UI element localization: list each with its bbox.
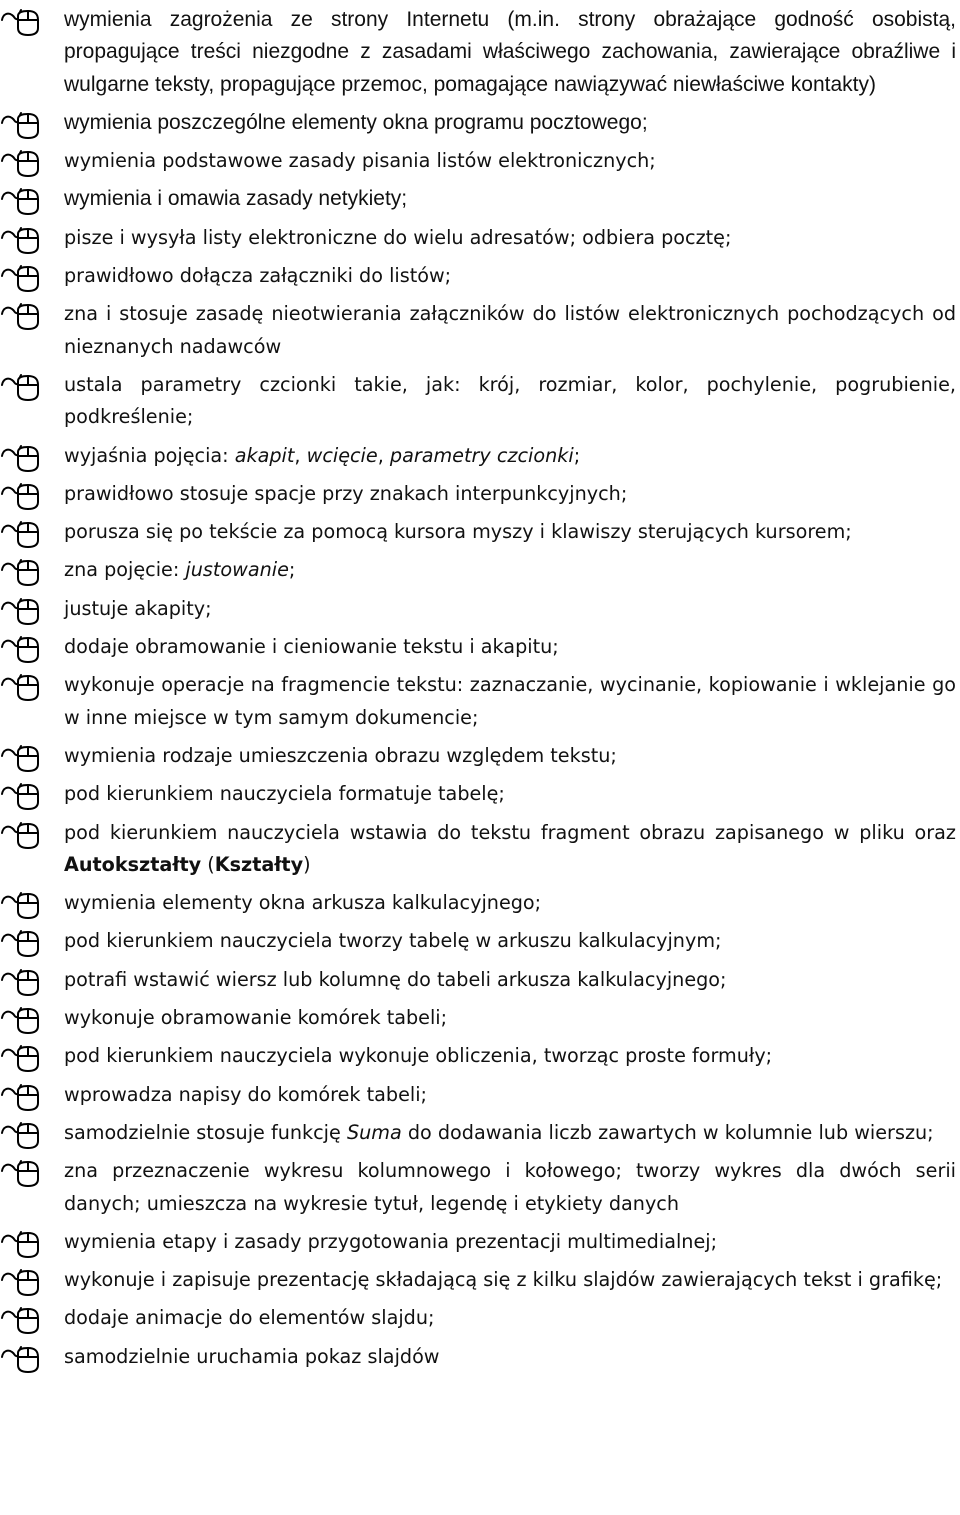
text-segment: wyjaśnia pojęcia:	[64, 443, 235, 467]
list-item-text	[64, 149, 656, 172]
list-item	[0, 1117, 960, 1149]
list-item	[0, 1226, 960, 1258]
list-item	[0, 298, 960, 363]
list-item-text	[64, 1159, 956, 1214]
list-item-text	[64, 929, 721, 952]
list-item-text	[64, 482, 627, 505]
list-item-text	[64, 891, 541, 914]
text-segment: pod kierunkiem nauczyciela wstawia do tekstu fragment obrazu zapisanego w pliku oraz	[64, 820, 956, 844]
list-item-text	[64, 1006, 447, 1029]
text-segment: wykonuje operacje na fragmencie tekstu: zaznaczanie, wycinanie, kopiowanie i wklejanie go w inne miejsce w tym samym dokumencie;	[64, 673, 956, 729]
text-segment: pod kierunkiem nauczyciela wykonuje obliczenia, tworząc proste formuły;	[64, 1044, 773, 1068]
computer-mouse-icon	[0, 371, 40, 401]
computer-mouse-icon	[0, 1266, 40, 1296]
computer-mouse-icon	[0, 185, 40, 215]
text-segment: pod kierunkiem nauczyciela formatuje tabelę;	[64, 782, 505, 806]
list-item-text	[64, 597, 212, 620]
computer-mouse-icon	[0, 518, 40, 548]
text-segment: )	[303, 852, 311, 876]
text-segment: wykonuje i zapisuje prezentację składającą się z kilku slajdów zawierających tekst i grafikę;	[64, 1268, 943, 1292]
text-segment: justuje akapity;	[64, 596, 212, 620]
computer-mouse-icon	[0, 1004, 40, 1034]
list-item-text	[64, 1345, 440, 1368]
bold-term: Kształty	[214, 852, 304, 876]
computer-mouse-icon	[0, 300, 40, 330]
italic-term: wcięcie	[306, 443, 378, 467]
text-segment: wymienia rodzaje umieszczenia obrazu względem tekstu;	[64, 743, 617, 767]
list-item	[0, 440, 960, 472]
list-item-text	[64, 520, 852, 543]
computer-mouse-icon	[0, 633, 40, 663]
computer-mouse-icon	[0, 889, 40, 919]
text-segment: samodzielnie uruchamia pokaz slajdów	[64, 1344, 440, 1368]
list-item-text	[64, 1083, 427, 1106]
text-segment: ;	[288, 558, 296, 582]
text-segment: prawidłowo dołącza załączniki do listów;	[64, 264, 452, 288]
computer-mouse-icon	[0, 742, 40, 772]
computer-mouse-icon	[0, 966, 40, 996]
text-segment: wprowadza napisy do komórek tabeli;	[64, 1082, 428, 1106]
list-item	[0, 817, 960, 882]
computer-mouse-icon	[0, 927, 40, 957]
italic-term: akapit	[234, 443, 295, 467]
list-item	[0, 554, 960, 586]
text-segment: ;	[573, 443, 581, 467]
italic-term: justowanie	[185, 558, 289, 582]
text-segment: wymienia etapy i zasady przygotowania prezentacji multimedialnej;	[64, 1229, 718, 1253]
computer-mouse-icon	[0, 780, 40, 810]
computer-mouse-icon	[0, 556, 40, 586]
computer-mouse-icon	[0, 109, 40, 139]
text-segment: wymienia poszczególne elementy okna programu pocztowego;	[64, 110, 648, 134]
list-item	[0, 369, 960, 434]
list-item	[0, 516, 960, 548]
list-item-text	[64, 1306, 434, 1329]
list-item-text	[64, 444, 580, 467]
computer-mouse-icon	[0, 1343, 40, 1373]
computer-mouse-icon	[0, 671, 40, 701]
computer-mouse-icon	[0, 480, 40, 510]
list-item	[0, 631, 960, 663]
text-segment: zna pojęcie:	[64, 558, 186, 582]
list-item	[0, 183, 960, 215]
text-segment: ,	[377, 443, 390, 467]
text-segment: (	[201, 852, 215, 876]
text-segment: wymienia i omawia zasady netykiety;	[64, 187, 408, 211]
list-item	[0, 1155, 960, 1220]
list-item-text	[64, 1268, 942, 1291]
text-segment: wymienia podstawowe zasady pisania listów elektronicznych;	[64, 149, 656, 173]
list-item	[0, 222, 960, 254]
list-item	[0, 1302, 960, 1334]
text-segment: porusza się po tekście za pomocą kursora myszy i klawiszy sterujących kursorem;	[64, 520, 852, 544]
bold-term: Autokształty	[64, 852, 202, 876]
computer-mouse-icon	[0, 1042, 40, 1072]
list-item-text	[64, 111, 648, 134]
text-segment: pod kierunkiem nauczyciela tworzy tabelę w arkuszu kalkulacyjnym;	[64, 929, 722, 953]
computer-mouse-icon	[0, 6, 40, 36]
list-item	[0, 925, 960, 957]
list-item	[0, 1040, 960, 1072]
list-item	[0, 478, 960, 510]
computer-mouse-icon	[0, 595, 40, 625]
list-item	[0, 593, 960, 625]
computer-mouse-icon	[0, 1119, 40, 1149]
computer-mouse-icon	[0, 1081, 40, 1111]
text-segment: wymienia elementy okna arkusza kalkulacyjnego;	[64, 891, 542, 915]
list-item-text	[64, 1121, 934, 1144]
list-item	[0, 1264, 960, 1296]
computer-mouse-icon	[0, 819, 40, 849]
list-item-text	[64, 302, 956, 357]
list-item	[0, 740, 960, 772]
text-segment: wymienia zagrożenia ze strony Internetu (m.in. strony obrażające godność osobistą, propagujące treści niezgodne z zasadami właściwego zachowania, zawierające obraźliwe i wulgarne teksty, propagujące przemoc, pomagające nawiązywać niewłaściwe kontakty)	[64, 8, 956, 96]
italic-term: parametry czcionki	[389, 443, 574, 467]
list-item-text	[64, 968, 727, 991]
list-item	[0, 964, 960, 996]
list-item	[0, 107, 960, 139]
computer-mouse-icon	[0, 442, 40, 472]
text-segment: pisze i wysyła listy elektroniczne do wielu adresatów; odbiera pocztę;	[64, 225, 732, 249]
list-item-text	[64, 635, 559, 658]
text-segment: potrafi wstawić wiersz lub kolumnę do tabeli arkusza kalkulacyjnego;	[64, 967, 727, 991]
text-segment: ustala parametry czcionki takie, jak: krój, rozmiar, kolor, pochylenie, pogrubienie, podkreślenie;	[64, 372, 956, 429]
list-item	[0, 260, 960, 292]
list-item-text	[64, 558, 295, 581]
text-segment: prawidłowo stosuje spacje przy znakach interpunkcyjnych;	[64, 481, 628, 505]
list-item	[0, 887, 960, 919]
list-item-text	[64, 673, 956, 728]
computer-mouse-icon	[0, 224, 40, 254]
list-item-text	[64, 373, 956, 428]
computer-mouse-icon	[0, 147, 40, 177]
text-segment: dodaje obramowanie i cieniowanie tekstu i akapitu;	[64, 635, 559, 659]
list-item-text	[64, 1044, 772, 1067]
text-segment: zna i stosuje zasadę nieotwierania załączników do listów elektronicznych pochodzących od nieznanych nadawców	[64, 302, 956, 358]
list-item	[0, 1079, 960, 1111]
list-item-text	[64, 821, 956, 876]
list-item-text	[64, 264, 451, 287]
list-item	[0, 4, 960, 101]
text-segment: zna przeznaczenie wykresu kolumnowego i kołowego; tworzy wykres dla dwóch serii danych; umieszcza na wykresie tytuł, legendę i etykiety danych	[64, 1159, 956, 1215]
list-item-text	[64, 782, 505, 805]
list-item	[0, 145, 960, 177]
text-segment: samodzielnie stosuje funkcję	[64, 1120, 347, 1144]
computer-mouse-icon	[0, 1304, 40, 1334]
list-item	[0, 1002, 960, 1034]
computer-mouse-icon	[0, 1228, 40, 1258]
list-item-text	[64, 1230, 717, 1253]
list-item-text	[64, 744, 617, 767]
computer-mouse-icon	[0, 1157, 40, 1187]
text-segment: wykonuje obramowanie komórek tabeli;	[64, 1006, 448, 1030]
text-segment: do dodawania liczb zawartych w kolumnie lub wierszu;	[401, 1120, 934, 1144]
requirements-list	[0, 4, 960, 1379]
list-item-text	[64, 187, 407, 210]
list-item	[0, 669, 960, 734]
list-item	[0, 778, 960, 810]
list-item-text	[64, 8, 956, 96]
italic-term: Suma	[346, 1120, 402, 1144]
list-item	[0, 1341, 960, 1373]
computer-mouse-icon	[0, 262, 40, 292]
text-segment: ,	[294, 443, 307, 467]
list-item-text	[64, 226, 731, 249]
text-segment: dodaje animacje do elementów slajdu;	[64, 1306, 435, 1330]
